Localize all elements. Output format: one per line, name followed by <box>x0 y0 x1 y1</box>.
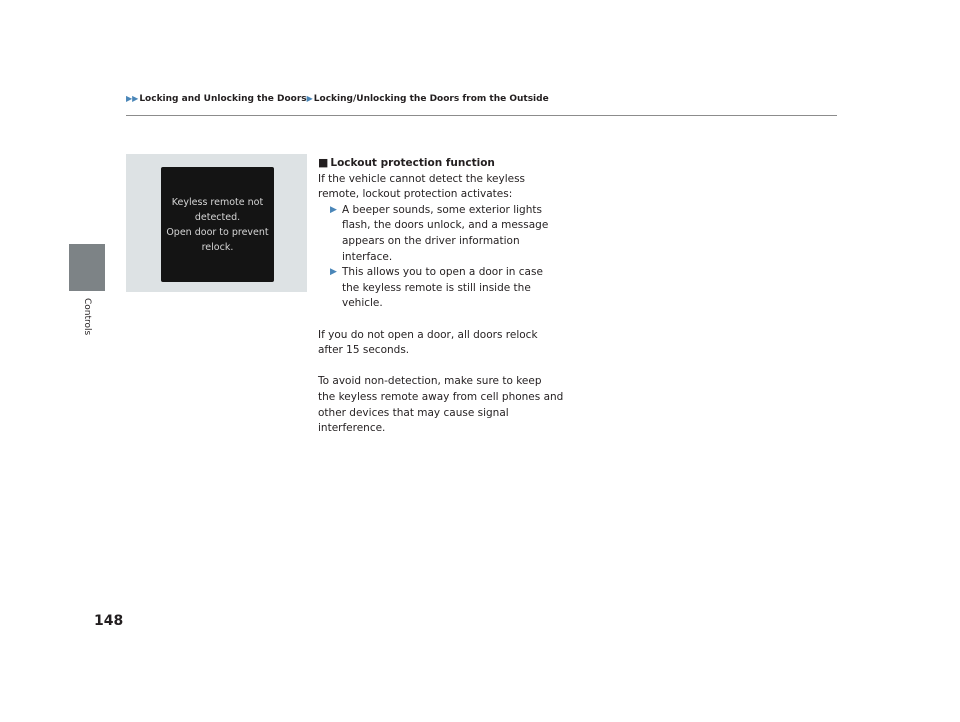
relock-paragraph <box>318 328 568 359</box>
text-line: appears on the driver information <box>342 234 520 247</box>
text-line: A beeper sounds, some exterior lights <box>342 203 542 216</box>
section-heading-text: Lockout protection function <box>330 157 495 169</box>
arrow-bullet-icon: ▶ <box>330 267 337 278</box>
text-line: This allows you to open a door in case <box>342 266 543 279</box>
text-line: If you do not open a door, all doors relock <box>318 328 538 341</box>
section-content <box>318 155 568 437</box>
breadcrumb-separator-icon: ▶ <box>306 94 313 103</box>
non-detection-paragraph <box>318 374 568 436</box>
text-line: remote, lockout protection activates: <box>318 188 513 201</box>
header-rule <box>126 115 837 116</box>
bullet-item <box>318 265 568 312</box>
screen-line: detected. <box>194 211 241 223</box>
text-line: If the vehicle cannot detect the keyless <box>318 172 526 185</box>
intro-paragraph <box>318 172 568 203</box>
side-tab-label: Controls <box>82 298 92 336</box>
arrow-bullet-icon: ▶ <box>330 204 337 215</box>
square-marker-icon: ■ <box>318 156 329 169</box>
text-line: the keyless remote away from cell phones and <box>318 390 564 403</box>
text-line: To avoid non-detection, make sure to keep <box>318 375 542 388</box>
screen-line: Open door to prevent <box>166 226 269 238</box>
text-line: flash, the doors unlock, and a message <box>342 219 549 232</box>
spacer <box>318 359 568 375</box>
text-line: after 15 seconds. <box>318 344 410 357</box>
section-heading <box>318 155 568 172</box>
text-line: other devices that may cause signal <box>318 406 509 419</box>
text-line: interface. <box>342 250 393 263</box>
breadcrumb-level-1: Locking and Unlocking the Doors <box>139 94 307 104</box>
screen-message <box>162 195 272 255</box>
text-line: interference. <box>318 422 386 435</box>
text-line: vehicle. <box>342 297 383 310</box>
screen-line: Keyless remote not <box>171 196 264 208</box>
screen-line: relock. <box>201 241 234 253</box>
breadcrumb-arrows-icon: ▶▶ <box>126 94 139 103</box>
spacer <box>318 312 568 328</box>
page-number: 148 <box>94 613 124 629</box>
breadcrumb-level-2: Locking/Unlocking the Doors from the Outside <box>313 94 549 104</box>
breadcrumb <box>126 94 549 104</box>
driver-info-screen <box>161 167 274 282</box>
side-tab <box>69 244 105 291</box>
display-figure <box>126 154 307 292</box>
text-line: the keyless remote is still inside the <box>342 281 531 294</box>
bullet-item <box>318 203 568 265</box>
